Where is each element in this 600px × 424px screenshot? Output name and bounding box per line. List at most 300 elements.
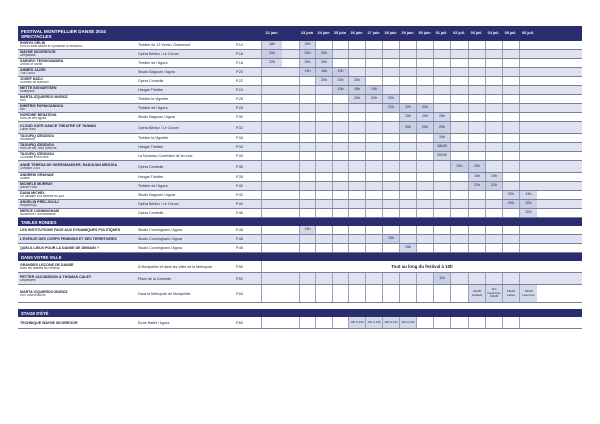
venue-cell: Théâtre la Vignette [138, 97, 169, 101]
date-cell [365, 59, 382, 67]
date-cell [315, 161, 332, 172]
date-cell [399, 226, 416, 234]
date-cell: 22h [468, 182, 485, 190]
date-cell [433, 285, 450, 302]
header-date: 23 juin [300, 30, 314, 35]
date-cell [299, 77, 315, 85]
table-row [18, 95, 582, 104]
date-cell: 22h [399, 104, 416, 112]
venue-cell: Studio Cunningham / Agora [138, 237, 182, 241]
date-cell [299, 113, 315, 121]
date-cell [450, 77, 468, 85]
date-cell: 15h [399, 244, 416, 252]
page-ref: P.18 [236, 61, 243, 65]
date-cell [382, 244, 399, 252]
header-date: 26 juin [350, 30, 363, 35]
date-cell [348, 68, 365, 76]
date-cell: 18h30 [433, 143, 450, 151]
venue-cell: Studio Bagouet / Agora [138, 115, 175, 119]
venue-cell: Hangar Théâtre [138, 175, 164, 179]
date-cell [399, 68, 416, 76]
date-cell [502, 173, 519, 181]
show-cell [18, 182, 136, 190]
date-cell [399, 209, 416, 217]
date-cell [299, 122, 315, 133]
page-ref: P.28 [236, 106, 243, 110]
date-cell [299, 317, 315, 328]
date-cell [348, 161, 365, 172]
date-cell [416, 152, 433, 160]
date-cell [399, 235, 416, 243]
show-cell [18, 273, 136, 284]
show-cell [18, 209, 136, 217]
date-cell [365, 182, 382, 190]
date-cell [433, 182, 450, 190]
date-cell: 20h [399, 122, 416, 133]
date-cell [485, 235, 502, 243]
date-cell [502, 68, 519, 76]
date-cell [519, 235, 537, 243]
date-cell [433, 200, 450, 208]
show-cell [18, 226, 136, 234]
date-cell [315, 86, 332, 94]
date-cell [519, 226, 537, 234]
date-cell [315, 226, 332, 234]
page-ref: P.48 [236, 228, 243, 232]
date-cell [519, 104, 537, 112]
show-name: DANA MICHEL [20, 191, 46, 196]
show-cell [18, 191, 136, 199]
show-subtitle: Départures [20, 278, 36, 282]
date-cell [315, 173, 332, 181]
date-cell [365, 226, 382, 234]
table-row [18, 68, 582, 77]
show-subtitle: INK [20, 108, 26, 112]
date-cell [348, 191, 365, 199]
show-name: MICHÈLE MURRAY [20, 182, 53, 187]
page-ref: P.34 [236, 154, 243, 158]
date-cell [382, 59, 399, 67]
venue-cell: Opéra Berlioz / Le Corum [138, 202, 179, 206]
table-row [18, 182, 582, 191]
date-cell [399, 161, 416, 172]
date-cell: 19h [332, 68, 348, 76]
date-cell [433, 244, 450, 252]
date-cell [299, 200, 315, 208]
date-cell [348, 122, 365, 133]
date-cell [332, 41, 348, 49]
date-cell [416, 134, 433, 142]
date-cell [299, 235, 315, 243]
page-ref: P.36 [236, 164, 243, 169]
show-name: ANDREW GRAHAM [20, 173, 54, 178]
date-cell [519, 182, 537, 190]
venue-cell: École Ballet / Agora [138, 320, 170, 325]
show-cell [18, 173, 136, 181]
date-cell [315, 273, 332, 284]
date-cell [450, 209, 468, 217]
header-date: 04 juil. [487, 30, 500, 35]
page-ref: P.34 [236, 136, 243, 140]
date-cell: 15h [382, 235, 399, 243]
show-subtitle: Dream of Stone [20, 63, 43, 67]
venue-cell: Théâtre de 13 Vents / Grammont [138, 43, 191, 47]
date-cell [450, 235, 468, 243]
date-cell [450, 68, 468, 76]
date-cell [433, 173, 450, 181]
date-cell [299, 161, 315, 172]
show-name: LES INSTITUTIONS FACE AUX DYNAMIQUES POLITIQUES [20, 228, 121, 232]
date-cell: 10h à 13h [365, 317, 382, 328]
show-cell [18, 134, 136, 142]
show-subtitle: Heimaturn [20, 138, 35, 142]
page-ref: P.48 [236, 237, 243, 241]
date-cell [468, 191, 485, 199]
show-cell [18, 122, 136, 133]
date-cell: 10h à 13h [382, 317, 399, 328]
show-name: TAOUFIQ IZEDDIOU [20, 152, 55, 157]
date-cell [382, 173, 399, 181]
venue-cell: Opéra Comédie [138, 164, 164, 169]
date-cell [502, 50, 519, 58]
date-cell [299, 104, 315, 112]
venue-cell: Théâtre de l'Agora [138, 61, 168, 65]
date-cell [399, 200, 416, 208]
date-cell [382, 68, 399, 76]
date-cell: 19h30 Grabels [468, 285, 485, 302]
date-cell [416, 77, 433, 85]
header-date: 01 juil. [435, 30, 448, 35]
page-ref: P.16 [236, 52, 243, 56]
date-cell [348, 235, 365, 243]
show-subtitle: Dance Floor [20, 186, 38, 190]
date-cell [261, 113, 282, 121]
date-cell [261, 317, 282, 328]
show-cell [18, 50, 136, 58]
date-cell [261, 77, 282, 85]
date-cell: 19h [519, 191, 537, 199]
date-cell [519, 317, 537, 328]
show-subtitle: La danse et les rites [20, 156, 49, 160]
show-name: PETTER JACOBSSON & THOMAS CALEY [20, 274, 92, 279]
date-cell [365, 161, 382, 172]
date-cell: 20h [468, 161, 485, 172]
date-cell [299, 191, 315, 199]
show-cell [18, 143, 136, 151]
date-cell [382, 191, 399, 199]
page-ref: P.60 [236, 320, 243, 325]
header-title-line2: SPECTACLES [21, 33, 52, 39]
date-cell [433, 68, 450, 76]
date-cell: 22h [416, 104, 433, 112]
date-cell: 11h Castelnau 19h30 [485, 285, 502, 302]
date-cell [365, 68, 382, 76]
date-cell [332, 152, 348, 160]
show-cell [18, 235, 136, 243]
date-cell: 20h [299, 50, 315, 58]
date-cell [416, 41, 433, 49]
table-header [18, 26, 582, 41]
date-cell [502, 134, 519, 142]
date-cell: 19h [433, 113, 450, 121]
date-cell [485, 68, 502, 76]
date-cell [416, 273, 433, 284]
date-cell: 10h à 13h [399, 317, 416, 328]
show-name: JOSEF NADJ [20, 77, 43, 82]
show-cell [18, 95, 136, 103]
table-row [18, 152, 582, 161]
date-cell [399, 95, 416, 103]
date-cell [332, 143, 348, 151]
date-cell [315, 122, 332, 133]
show-name: ANNE TERESA DE KEERSMAEKER, RADOUAN MRIZIGA [20, 162, 118, 167]
table-row [18, 191, 582, 200]
date-cell [365, 143, 382, 151]
date-cell [485, 273, 502, 284]
show-subtitle: Solace [20, 177, 30, 181]
date-cell [502, 122, 519, 133]
venue-cell: Théâtre de l'Agora [138, 106, 168, 110]
date-cell [315, 285, 332, 302]
date-cell [261, 235, 282, 243]
date-cell [468, 41, 485, 49]
date-cell: 20h [450, 161, 468, 172]
date-cell [450, 104, 468, 112]
show-subtitle: Nocturnes / Soundstance [20, 213, 56, 217]
date-cell [365, 41, 382, 49]
date-cell [315, 182, 332, 190]
show-subtitle: How in salts desert is it possible to blossom... [20, 45, 85, 49]
table-row [18, 41, 582, 50]
show-cell [18, 59, 136, 67]
date-cell [315, 104, 332, 112]
show-subtitle: The Cloud [20, 72, 35, 76]
date-cell [332, 226, 348, 234]
date-cell [332, 50, 348, 58]
date-cell: 19h [332, 86, 348, 94]
show-subtitle: Un cavalier à la tombée du jour [20, 195, 65, 199]
show-name: TAOUFIQ IZEDDIOU [20, 143, 55, 148]
date-cell [348, 113, 365, 121]
show-cell [18, 86, 136, 94]
date-cell [261, 161, 282, 172]
date-cell [468, 134, 485, 142]
venue-cell: Opéra Comédie [138, 79, 164, 83]
date-cell [450, 317, 468, 328]
date-cell [332, 209, 348, 217]
page-ref: P.38 [236, 175, 243, 179]
show-name: QUELS LIEUX POUR LA DANSE DE DEMAIN ? [20, 246, 99, 250]
date-cell [332, 122, 348, 133]
date-cell [450, 95, 468, 103]
date-cell [382, 50, 399, 58]
date-cell: 20h [502, 191, 519, 199]
section-tables-rondes: TABLES RONDES [18, 218, 582, 226]
date-cell [450, 50, 468, 58]
date-cell [485, 161, 502, 172]
date-cell [450, 143, 468, 151]
table-row [18, 77, 582, 86]
show-name: TAOUFIQ IZEDDIOU [20, 134, 55, 139]
date-cell [348, 182, 365, 190]
date-cell [485, 134, 502, 142]
date-cell [519, 77, 537, 85]
show-name: AHMED JAZIRI [20, 68, 46, 73]
page-ref: P.24 [236, 88, 243, 92]
date-cell [416, 86, 433, 94]
date-cell [315, 200, 332, 208]
date-cell [485, 104, 502, 112]
date-cell [261, 95, 282, 103]
date-cell [348, 173, 365, 181]
date-cell [468, 50, 485, 58]
venue-cell: La Nouveau Comédien de la Lune [138, 154, 193, 158]
date-cell: 19h [399, 113, 416, 121]
date-cell: 20h [502, 200, 519, 208]
date-cell [261, 122, 282, 133]
show-cell [18, 41, 136, 49]
date-cell: 20h [348, 77, 365, 85]
date-cell [348, 273, 365, 284]
date-cell [519, 86, 537, 94]
summer-list [18, 317, 582, 329]
date-cell [485, 113, 502, 121]
date-cell [485, 209, 502, 217]
show-subtitle: Requiem(s) [20, 204, 37, 208]
date-cell [399, 173, 416, 181]
show-name: METTE INGVARTSEN [20, 86, 57, 91]
date-cell [399, 182, 416, 190]
date-cell [365, 104, 382, 112]
date-cell [519, 122, 537, 133]
date-cell [433, 104, 450, 112]
date-cell [332, 200, 348, 208]
date-cell [332, 244, 348, 252]
header-dates [261, 32, 537, 36]
date-cell [485, 122, 502, 133]
date-cell [399, 86, 416, 94]
date-cell [315, 41, 332, 49]
page-ref: P.54 [236, 291, 243, 296]
date-cell [332, 59, 348, 67]
date-cell [382, 273, 399, 284]
date-cell [365, 209, 382, 217]
show-cell [18, 152, 136, 160]
date-cell [502, 143, 519, 151]
show-cell [18, 317, 136, 328]
date-cell [382, 86, 399, 94]
date-cell [502, 235, 519, 243]
date-cell: 20h [315, 50, 332, 58]
page-ref: P.14 [236, 43, 243, 47]
date-cell [485, 50, 502, 58]
date-cell [468, 143, 485, 151]
date-cell [519, 41, 537, 49]
venue-cell: Hangar Théâtre [138, 145, 164, 149]
table-row [18, 200, 582, 209]
date-cell [502, 152, 519, 160]
date-cell [382, 152, 399, 160]
date-cell [485, 226, 502, 234]
date-cell [299, 182, 315, 190]
date-cell [450, 122, 468, 133]
venue-cell: Studio Bagouet / Agora [138, 193, 175, 197]
section-dans-votre-ville: DANS VOTRE VILLE [18, 253, 582, 261]
show-cell [18, 261, 136, 272]
show-subtitle: Création 2024 [20, 166, 41, 170]
date-cell [519, 68, 537, 76]
date-cell [519, 161, 537, 172]
date-cell [433, 77, 450, 85]
show-cell [18, 104, 136, 112]
date-cell [261, 173, 282, 181]
date-cell [382, 134, 399, 142]
date-cell [485, 95, 502, 103]
venue-cell: Studio Cunningham / Agora [138, 228, 182, 232]
date-cell: 20h [261, 50, 282, 58]
date-cell [299, 273, 315, 284]
date-cell [450, 41, 468, 49]
show-name: ANGELIN PRELJOCAJ [20, 200, 59, 205]
date-cell [433, 235, 450, 243]
date-cell [315, 191, 332, 199]
table-row [18, 134, 582, 143]
date-cell: 20h30 [433, 152, 450, 160]
date-cell [299, 173, 315, 181]
header-date: 22 juin [265, 30, 278, 35]
date-cell [468, 317, 485, 328]
date-cell [399, 273, 416, 284]
date-cell: 20h [299, 41, 315, 49]
show-name: DIMITRIS PAPAIOANNOU [20, 104, 64, 109]
date-cell [261, 143, 282, 151]
table-row [18, 173, 582, 182]
date-cell [502, 104, 519, 112]
date-cell [416, 285, 433, 302]
date-cell [450, 59, 468, 67]
date-cell [450, 152, 468, 160]
date-cell: 19h [365, 86, 382, 94]
date-cell [468, 226, 485, 234]
show-cell [18, 161, 136, 172]
date-cell [502, 59, 519, 67]
venue-cell: Théâtre de l'Agora [138, 184, 168, 188]
date-cell [261, 226, 282, 234]
page-ref: P.52 [236, 276, 243, 281]
date-cell [416, 59, 433, 67]
date-cell: 20h [315, 59, 332, 67]
date-cell [332, 134, 348, 142]
show-name: TECHNIQUE WAYNE MCGREGOR [20, 320, 78, 325]
date-cell: 19h30 Lattes [502, 285, 519, 302]
table-row [18, 261, 582, 273]
date-cell: 20h [315, 77, 332, 85]
date-cell [382, 113, 399, 121]
date-cell [485, 41, 502, 49]
date-cell [382, 209, 399, 217]
page-ref: P.22 [236, 79, 243, 83]
date-cell [502, 86, 519, 94]
date-cell [450, 113, 468, 121]
date-cell [519, 50, 537, 58]
date-cell [468, 113, 485, 121]
date-cell: 19h [485, 173, 502, 181]
date-cell [315, 113, 332, 121]
section-stage-ete: STAGE D'ÉTÉ [18, 309, 582, 317]
date-cell: 22h [485, 182, 502, 190]
page-ref: P.26 [236, 97, 243, 101]
date-cell: 20h [416, 122, 433, 133]
